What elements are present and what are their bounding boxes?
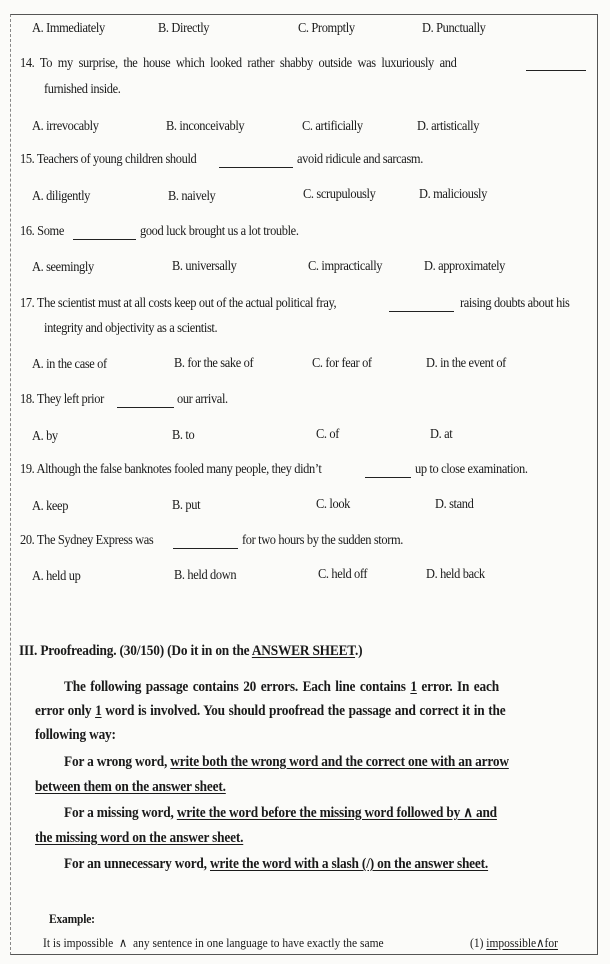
instructions-line-3: following way: [35,727,116,743]
option-c: C. artificially [302,118,363,133]
question-text: 19. Although the false banknotes fooled many people, they didn’t [20,461,322,476]
answer-blank[interactable] [73,228,136,240]
question-text-cont: furnished inside. [44,81,121,96]
option-a: A. keep [32,498,69,513]
option-c: C. look [316,496,351,511]
rule-missing-word-cont: the missing word on the answer sheet. [35,830,244,846]
example-sentence: It is impossible ∧ any sentence in one language to have exactly the same [43,936,384,950]
answer-blank[interactable] [219,156,293,168]
option-b: B. held down [174,567,237,582]
option-a: A. in the case of [32,356,107,371]
question-text-after: good luck brought us a lot trouble. [140,223,299,238]
instructions-line-2: error only 1 word is involved. You should proofread the passage and correct it in the [35,703,506,719]
option-d: D. approximately [424,258,506,273]
option-b: B. inconceivably [166,118,245,133]
question-text-after: raising doubts about his [460,295,570,310]
instructions-line-1: The following passage contains 20 errors. Each line contains 1 error. In each [64,679,499,695]
question-text-cont: integrity and objectivity as a scientist. [44,320,218,335]
option-d: D. maliciously [419,186,487,201]
option-d: D. held back [426,566,485,581]
example-answer: (1) impossible∧for [470,936,558,950]
question-text: 16. Some [20,223,64,238]
answer-blank[interactable] [173,537,238,549]
rule-wrong-word: For a wrong word, write both the wrong word and the correct one with an arrow [64,754,509,770]
answer-sheet-link: ANSWER SHEET [251,643,356,659]
question-text-after: up to close examination. [415,461,528,476]
option-a: A. seemingly [32,259,94,274]
answer-blank[interactable] [526,59,586,71]
option-a: A. held up [32,568,81,583]
question-text-after: our arrival. [177,391,228,406]
question-text: 15. Teachers of young children should [20,151,197,166]
option-c: C. for fear of [312,355,372,370]
option-d: D. at [430,426,453,441]
section-heading: III. Proofreading. (30/150) (Do it in on the ANSWER SHEET.) [19,643,363,659]
option-b: B. put [172,497,201,512]
rule-missing-word: For a missing word, write the word before the missing word followed by ∧ and [64,805,497,821]
question-text: 17. The scientist must at all costs keep out of the actual political fray, [20,295,337,310]
example-label: Example: [49,912,95,926]
option-d: D. stand [435,496,474,511]
option-b: B. naively [168,188,216,203]
option-b: B. Directly [158,20,210,35]
option-d: D. in the event of [426,355,506,370]
answer-blank[interactable] [117,396,174,408]
question-text: 18. They left prior [20,391,104,406]
option-a: A. by [32,428,58,443]
option-d: D. artistically [417,118,480,133]
option-b: B. for the sake of [174,355,254,370]
option-c: C. held off [318,566,368,581]
question-text: 14. To my surprise, the house which looked rather shabby outside was luxuriously and [20,55,457,70]
option-b: B. to [172,427,195,442]
rule-wrong-word-cont: between them on the answer sheet. [35,779,226,795]
option-c: C. of [316,426,340,441]
option-a: A. irrevocably [32,118,99,133]
rule-unnecessary-word: For an unnecessary word, write the word with a slash (/) on the answer sheet. [64,856,489,872]
question-text-after: for two hours by the sudden storm. [242,532,404,547]
answer-blank[interactable] [365,466,411,478]
caret-icon: ∧ [118,936,128,950]
question-text-after: avoid ridicule and sarcasm. [297,151,423,166]
answer-blank[interactable] [389,300,454,312]
option-d: D. Punctually [422,20,486,35]
option-a: A. Immediately [32,20,105,35]
option-c: C. scrupulously [303,186,376,201]
option-c: C. Promptly [298,20,355,35]
option-a: A. diligently [32,188,91,203]
option-c: C. impractically [308,258,383,273]
option-b: B. universally [172,258,237,273]
question-text: 20. The Sydney Express was [20,532,154,547]
